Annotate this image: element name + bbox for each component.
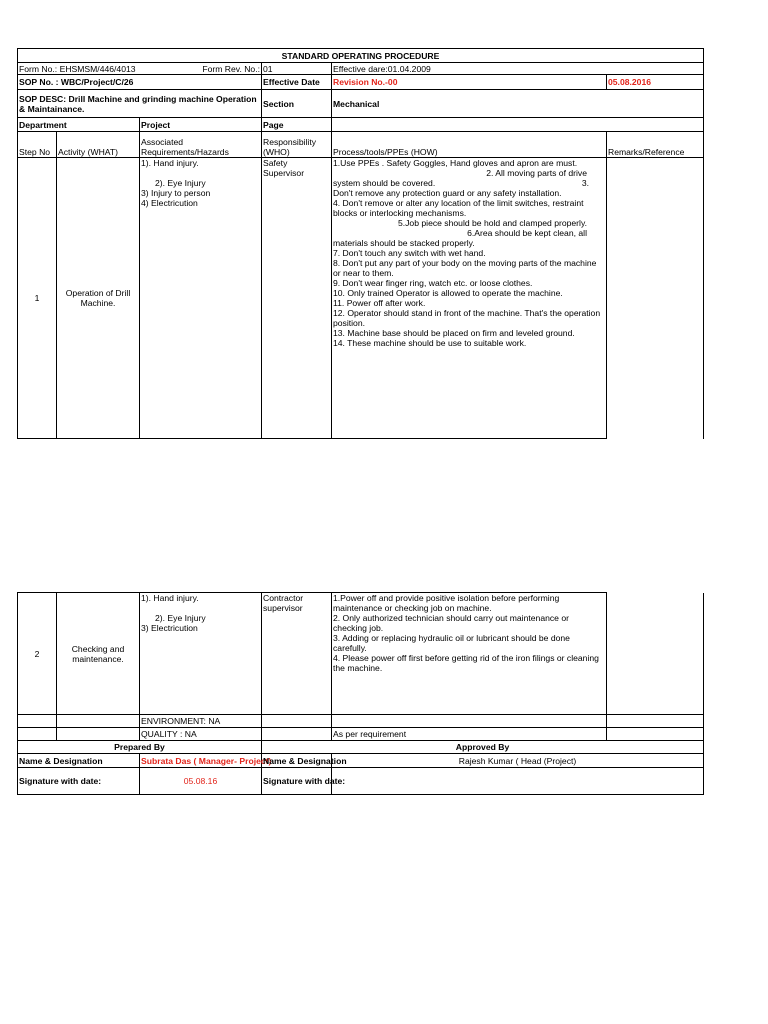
- signature-label: Signature with date:: [18, 768, 140, 795]
- form-rev-label: Form Rev. No.:: [140, 63, 262, 75]
- col-process: Process/tools/PPEs (HOW): [332, 132, 607, 158]
- sop-table-bottom: [17, 592, 704, 795]
- step-remarks: [607, 158, 704, 439]
- effective-dare: Effective dare:01.04.2009: [332, 63, 704, 75]
- step-responsibility: Contractor supervisor: [262, 593, 332, 715]
- sop-number: SOP No. : WBC/Project/C/26: [18, 75, 262, 90]
- form-rev-value: 01: [262, 63, 332, 75]
- form-number: Form No.: EHSMSM/446/4013: [18, 63, 140, 75]
- col-responsibility: Responsibility (WHO): [262, 132, 332, 158]
- table-row: [18, 593, 704, 715]
- signature-date: 05.08.16: [140, 768, 262, 795]
- sop-description: SOP DESC: Drill Machine and grinding machine Operation & Maintainance.: [18, 90, 262, 118]
- col-requirements: Associated Requirements/Hazards: [140, 132, 262, 158]
- project-label: Project: [140, 118, 262, 132]
- step-activity: Operation of Drill Machine.: [57, 158, 140, 439]
- quality-note: QUALITY : NA: [140, 728, 262, 741]
- environment-note: ENVIRONMENT: NA: [140, 715, 262, 728]
- department-label: Department: [18, 118, 140, 132]
- section-label: Section: [262, 90, 332, 118]
- revision-number: Revision No.-00: [332, 75, 607, 90]
- step-process: 1.Use PPEs . Safety Goggles, Hand gloves and apron are must. 2. All moving parts of drive system should be covered. 3. Don't remove any protection guard or any safety installation. 4. Don't remove or alter any location of the limit switches, restraint blocks or interlocking mechanisms. 5.Job piece should be hold and clamped properly. 6.Area should be kept clean, all materials should be stacked properly. 7. Don't touch any switch with wet hand. 8. Don't put any part of your body on the moving parts of the machine or near to them. 9. Don't wear finger ring, watch etc. or loose clothes. 10. Only trained Operator is allowed to operate the machine. 11. Power off after work. 12. Operator should stand in front of the machine. That's the operation position. 13. Machine base should be placed on firm and leveled ground. 14. These machine should be use to suitable work.: [332, 158, 607, 439]
- step-number: 1: [18, 158, 57, 439]
- name-designation-label: Name & Designation: [18, 754, 140, 768]
- name-designation-label-2: Name & Designation: [263, 755, 347, 766]
- step-activity: Checking and maintenance.: [57, 593, 140, 715]
- approved-by-label: Approved By: [262, 741, 704, 754]
- sop-table-top: [17, 48, 704, 439]
- step-hazards: 1). Hand injury. 2). Eye Injury 3) Injury to person 4) Electricution: [140, 158, 262, 439]
- step-number: 2: [18, 593, 57, 715]
- table-row: [18, 158, 704, 439]
- prepared-by-label: Prepared By: [18, 741, 262, 754]
- step-remarks: [607, 593, 704, 715]
- sop-title: STANDARD OPERATING PROCEDURE: [18, 49, 704, 63]
- as-per-requirement: As per requirement: [332, 728, 607, 741]
- effective-date-label: Effective Date: [262, 75, 332, 90]
- col-step-no: Step No: [18, 132, 57, 158]
- preparer-name: Subrata Das ( Manager- Project): [141, 755, 272, 766]
- approver-name: Rajesh Kumar ( Head (Project): [332, 754, 704, 768]
- approver-signature: [332, 768, 704, 795]
- col-activity: Activity (WHAT): [57, 132, 140, 158]
- step-hazards: 1). Hand injury. 2). Eye Injury 3) Electricution: [140, 593, 262, 715]
- step-process: 1.Power off and provide positive isolation before performing maintenance or checking job on machine. 2. Only authorized technician should carry out maintenance or checking job. 3. Adding or replacing hydraulic oil or lubricant should be done carefully. 4. Please power off first before getting rid of the iron filings or cleaning the machine.: [332, 593, 607, 715]
- step-responsibility: Safety Supervisor: [262, 158, 332, 439]
- col-remarks: Remarks/Reference: [607, 132, 704, 158]
- revision-date: 05.08.2016: [607, 75, 704, 90]
- department-blank: [332, 118, 704, 132]
- page-label: Page: [262, 118, 332, 132]
- signature-label-2: Signature with date:: [262, 768, 332, 795]
- section-value: Mechanical: [332, 90, 704, 118]
